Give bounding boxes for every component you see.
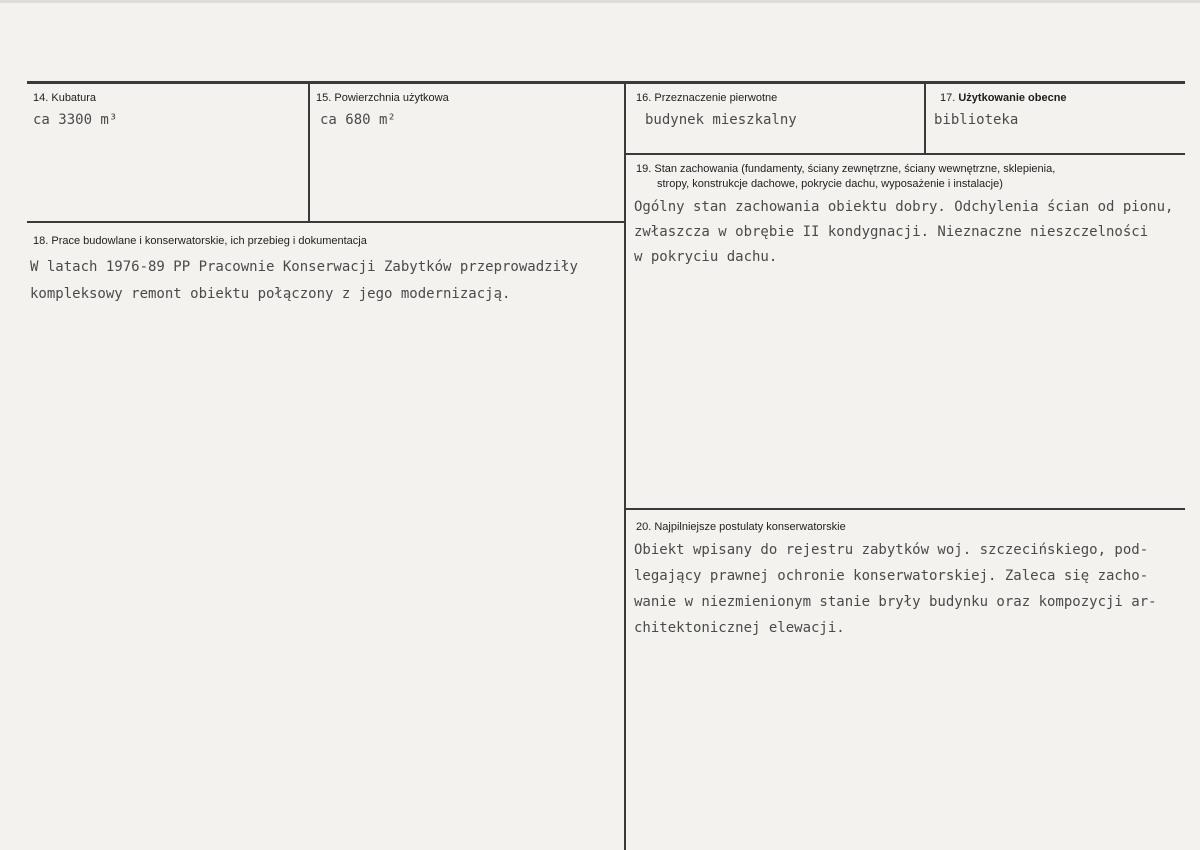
field-14-title: Kubatura: [51, 92, 97, 104]
field-20-line-1: Obiekt wpisany do rejestru zabytków woj. szczecińskiego, pod-: [634, 542, 1149, 558]
rule-below-14-15: [27, 221, 626, 223]
divider-14-15: [308, 81, 310, 223]
field-17-number: 17.: [940, 92, 956, 104]
field-16-number: 16.: [636, 92, 652, 104]
field-14-value: ca 3300 m³: [33, 112, 118, 128]
card-top-edge: [0, 0, 1200, 3]
field-19-number: 19.: [636, 163, 652, 175]
field-16-label: [636, 91, 777, 106]
center-divider: [624, 81, 626, 850]
field-14-label: [33, 91, 96, 106]
field-16-value: budynek mieszkalny: [645, 112, 797, 128]
field-15-number: 15.: [316, 92, 332, 104]
field-15-title: Powierzchnia użytkowa: [334, 92, 449, 104]
field-17-label: [940, 91, 1067, 106]
divider-16-17: [924, 81, 926, 155]
field-18-title: Prace budowlane i konserwatorskie, ich przebieg i dokumentacja: [51, 235, 367, 247]
field-20-label: [636, 520, 846, 535]
top-rule: [27, 81, 1185, 84]
field-19-title-line-1: Stan zachowania (fundamenty, ściany zewnętrzne, ściany wewnętrzne, sklepienia,: [654, 163, 1056, 175]
field-20-line-4: chitektonicznej elewacji.: [634, 620, 845, 636]
field-19-line-3: w pokryciu dachu.: [634, 249, 778, 265]
field-16-title: Przeznaczenie pierwotne: [654, 92, 778, 104]
field-18-label: [33, 234, 367, 249]
field-19-line-1: Ogólny stan zachowania obiektu dobry. Odchylenia ścian od pionu,: [634, 199, 1174, 215]
rule-above-20: [626, 508, 1185, 510]
field-15-value: ca 680 m²: [320, 112, 396, 128]
field-20-number: 20.: [636, 521, 652, 533]
field-19-label: [636, 162, 1055, 192]
rule-below-16-17: [626, 153, 1185, 155]
field-17-value: biblioteka: [934, 112, 1019, 128]
field-18-number: 18.: [33, 235, 49, 247]
field-17-title: Użytkowanie obecne: [958, 92, 1067, 104]
field-19-title-line-2: stropy, konstrukcje dachowe, pokrycie dachu, wyposażenie i instalacje): [657, 178, 1003, 190]
field-15-label: [316, 91, 449, 106]
field-18-line-2: kompleksowy remont obiektu połączony z jego modernizacją.: [30, 286, 511, 302]
field-19-line-2: zwłaszcza w obrębie II kondygnacji. Nieznaczne nieszczelności: [634, 224, 1149, 240]
field-18-line-1: W latach 1976-89 PP Pracownie Konserwacji Zabytków przeprowadziły: [30, 259, 578, 275]
field-14-number: 14.: [33, 92, 49, 104]
field-20-title: Najpilniejsze postulaty konserwatorskie: [654, 521, 846, 533]
field-20-line-2: legający prawnej ochronie konserwatorskiej. Zaleca się zacho-: [634, 568, 1149, 584]
field-20-line-3: wanie w niezmienionym stanie bryły budynku oraz kompozycji ar-: [634, 594, 1157, 610]
